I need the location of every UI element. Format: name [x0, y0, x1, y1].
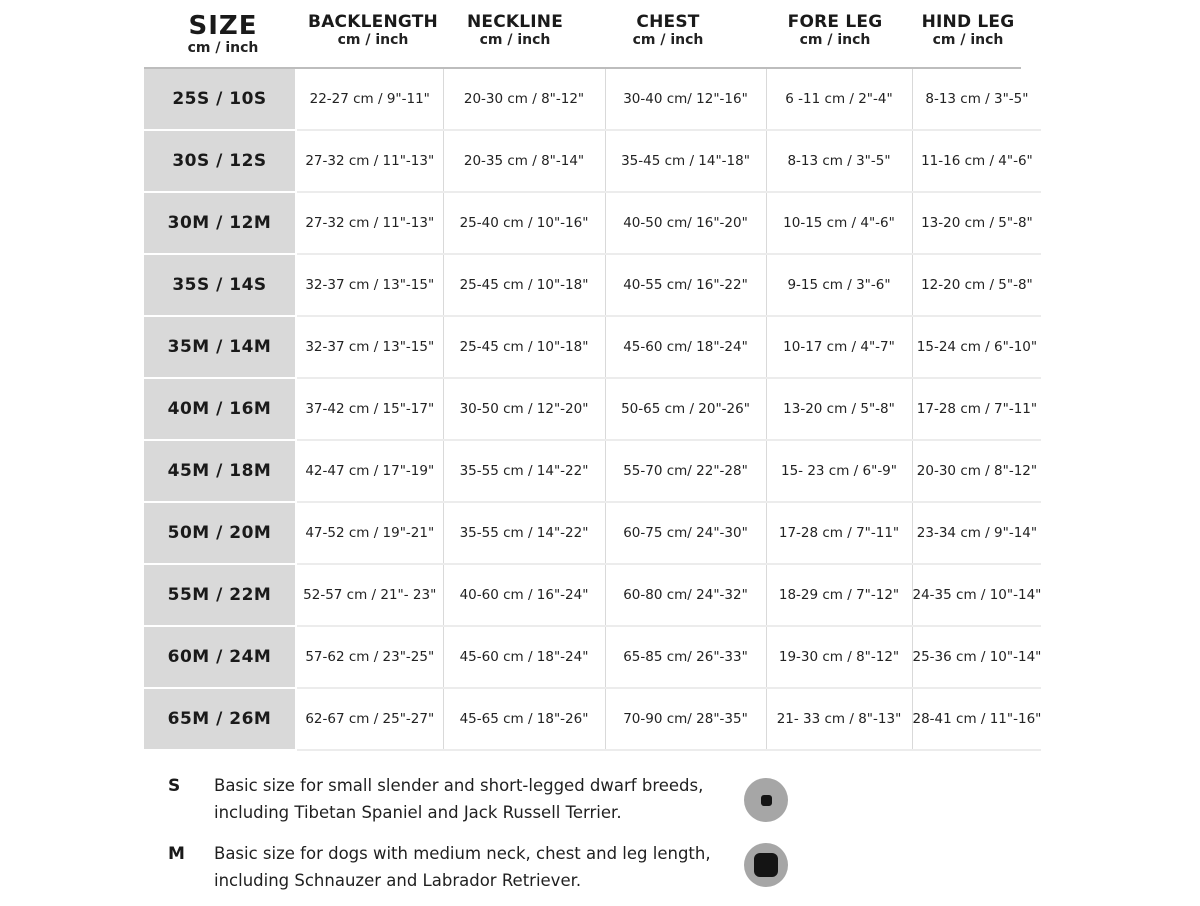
foreleg-cell: 15- 23 cm / 6"-9" — [766, 440, 912, 502]
backlength-cell: 57-62 cm / 23"-25" — [296, 626, 443, 688]
neckline-cell: 20-30 cm / 8"-12" — [443, 69, 605, 130]
table-row — [144, 688, 1041, 750]
backlength-cell: 22-27 cm / 9"-11" — [296, 69, 443, 130]
legend-key: S — [168, 776, 181, 796]
size-cell: 40M / 16M — [144, 378, 296, 440]
chest-cell: 70-90 cm/ 28"-35" — [605, 688, 766, 750]
legend-key: M — [168, 844, 185, 864]
chest-cell: 60-75 cm/ 24"-30" — [605, 502, 766, 564]
neckline-cell: 45-65 cm / 18"-26" — [443, 688, 605, 750]
header-title: BACKLENGTH — [308, 12, 438, 32]
header-unit: cm / inch — [479, 32, 551, 48]
foreleg-cell: 10-17 cm / 4"-7" — [766, 316, 912, 378]
header-unit: cm / inch — [632, 32, 704, 48]
size-cell: 35M / 14M — [144, 316, 296, 378]
chest-cell: 30-40 cm/ 12"-16" — [605, 69, 766, 130]
table-row — [144, 316, 1041, 378]
header-title: CHEST — [636, 12, 700, 32]
chest-cell: 40-55 cm/ 16"-22" — [605, 254, 766, 316]
neckline-cell: 40-60 cm / 16"-24" — [443, 564, 605, 626]
backlength-cell: 27-32 cm / 11"-13" — [296, 130, 443, 192]
table-row — [144, 254, 1041, 316]
header-backlength — [298, 12, 448, 49]
table-row — [144, 130, 1041, 192]
hindleg-cell: 11-16 cm / 4"-6" — [912, 130, 1041, 192]
size-cell: 45M / 18M — [144, 440, 296, 502]
header-neckline — [440, 12, 590, 49]
chest-cell: 35-45 cm / 14"-18" — [605, 130, 766, 192]
hindleg-cell: 13-20 cm / 5"-8" — [912, 192, 1041, 254]
hindleg-cell: 15-24 cm / 6"-10" — [912, 316, 1041, 378]
size-cell: 30M / 12M — [144, 192, 296, 254]
header-foreleg — [760, 12, 910, 49]
neckline-cell: 30-50 cm / 12"-20" — [443, 378, 605, 440]
chest-cell: 45-60 cm/ 18"-24" — [605, 316, 766, 378]
header-chest — [593, 12, 743, 49]
hindleg-cell: 24-35 cm / 10"-14" — [912, 564, 1041, 626]
neckline-cell: 35-55 cm / 14"-22" — [443, 440, 605, 502]
header-title: HIND LEG — [921, 12, 1015, 32]
chest-cell: 65-85 cm/ 26"-33" — [605, 626, 766, 688]
table-row — [144, 564, 1041, 626]
table-row — [144, 378, 1041, 440]
foreleg-cell: 8-13 cm / 3"-5" — [766, 130, 912, 192]
table-row — [144, 440, 1041, 502]
backlength-cell: 32-37 cm / 13"-15" — [296, 316, 443, 378]
size-cell: 55M / 22M — [144, 564, 296, 626]
hindleg-cell: 23-34 cm / 9"-14" — [912, 502, 1041, 564]
neckline-cell: 45-60 cm / 18"-24" — [443, 626, 605, 688]
backlength-cell: 32-37 cm / 13"-15" — [296, 254, 443, 316]
hindleg-cell: 20-30 cm / 8"-12" — [912, 440, 1041, 502]
foreleg-cell: 10-15 cm / 4"-6" — [766, 192, 912, 254]
legend-line: Basic size for small slender and short-legged dwarf breeds, — [214, 776, 704, 795]
legend-line: including Schnauzer and Labrador Retriever. — [214, 871, 582, 890]
table-row — [144, 69, 1041, 130]
neckline-cell: 20-35 cm / 8"-14" — [443, 130, 605, 192]
header-title: SIZE — [188, 11, 258, 41]
legend-line: Basic size for dogs with medium neck, chest and leg length, — [214, 844, 711, 863]
header-unit: cm / inch — [187, 40, 259, 56]
header-unit: cm / inch — [932, 32, 1004, 48]
foreleg-cell: 13-20 cm / 5"-8" — [766, 378, 912, 440]
backlength-cell: 42-47 cm / 17"-19" — [296, 440, 443, 502]
foreleg-cell: 9-15 cm / 3"-6" — [766, 254, 912, 316]
large-square-dot-icon — [754, 853, 778, 877]
foreleg-cell: 21- 33 cm / 8"-13" — [766, 688, 912, 750]
backlength-cell: 37-42 cm / 15"-17" — [296, 378, 443, 440]
size-cell: 60M / 24M — [144, 626, 296, 688]
chest-cell: 40-50 cm/ 16"-20" — [605, 192, 766, 254]
header-unit: cm / inch — [337, 32, 409, 48]
foreleg-cell: 6 -11 cm / 2"-4" — [766, 69, 912, 130]
backlength-cell: 47-52 cm / 19"-21" — [296, 502, 443, 564]
chest-cell: 50-65 cm / 20"-26" — [605, 378, 766, 440]
size-m-badge — [744, 843, 788, 887]
table-body — [144, 69, 1041, 750]
foreleg-cell: 18-29 cm / 7"-12" — [766, 564, 912, 626]
backlength-cell: 62-67 cm / 25"-27" — [296, 688, 443, 750]
size-s-badge — [744, 778, 788, 822]
hindleg-cell: 17-28 cm / 7"-11" — [912, 378, 1041, 440]
table-row — [144, 192, 1041, 254]
neckline-cell: 25-45 cm / 10"-18" — [443, 316, 605, 378]
foreleg-cell: 19-30 cm / 8"-12" — [766, 626, 912, 688]
legend-line: including Tibetan Spaniel and Jack Russell Terrier. — [214, 803, 622, 822]
size-cell: 25S / 10S — [144, 69, 296, 130]
legend-description — [214, 772, 703, 826]
table-header — [0, 12, 1200, 68]
size-cell: 35S / 14S — [144, 254, 296, 316]
size-cell: 30S / 12S — [144, 130, 296, 192]
small-square-dot-icon — [761, 795, 772, 806]
foreleg-cell: 17-28 cm / 7"-11" — [766, 502, 912, 564]
chest-cell: 55-70 cm/ 22"-28" — [605, 440, 766, 502]
table-row — [144, 502, 1041, 564]
chest-cell: 60-80 cm/ 24"-32" — [605, 564, 766, 626]
size-chart-table — [144, 69, 1041, 751]
neckline-cell: 25-40 cm / 10"-16" — [443, 192, 605, 254]
hindleg-cell: 25-36 cm / 10"-14" — [912, 626, 1041, 688]
table-row — [144, 626, 1041, 688]
header-unit: cm / inch — [799, 32, 871, 48]
header-size — [150, 12, 296, 57]
size-cell: 65M / 26M — [144, 688, 296, 750]
backlength-cell: 27-32 cm / 11"-13" — [296, 192, 443, 254]
hindleg-cell: 12-20 cm / 5"-8" — [912, 254, 1041, 316]
size-cell: 50M / 20M — [144, 502, 296, 564]
header-hindleg — [893, 12, 1043, 49]
header-title: NECKLINE — [466, 12, 564, 32]
legend-description — [214, 840, 711, 894]
header-title: FORE LEG — [787, 12, 883, 32]
hindleg-cell: 8-13 cm / 3"-5" — [912, 69, 1041, 130]
hindleg-cell: 28-41 cm / 11"-16" — [912, 688, 1041, 750]
neckline-cell: 25-45 cm / 10"-18" — [443, 254, 605, 316]
neckline-cell: 35-55 cm / 14"-22" — [443, 502, 605, 564]
backlength-cell: 52-57 cm / 21"- 23" — [296, 564, 443, 626]
